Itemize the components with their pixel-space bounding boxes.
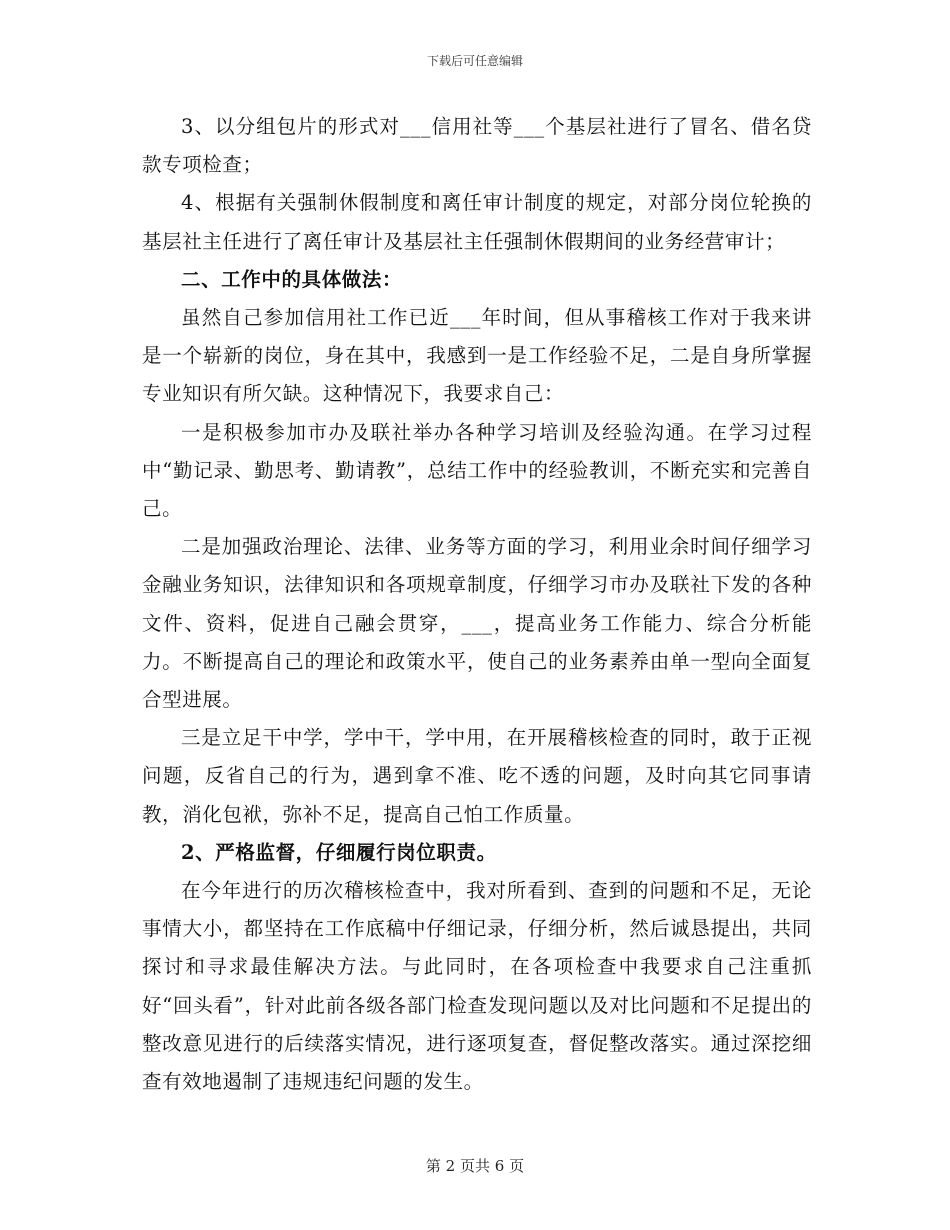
paragraph: 3、以分组包片的形式对___信用社等___个基层社进行了冒名、借名贷款专项检查；	[142, 115, 812, 177]
paragraph: 4、根据有关强制休假制度和离任审计制度的规定，对部分岗位轮换的基层社主任进行了离任审计及基层社主任强制休假期间的业务经营审计；	[142, 191, 812, 253]
section-heading: 2、严格监督，仔细履行岗位职责。	[181, 840, 497, 864]
paragraph: 一是积极参加市办及联社举办各种学习培训及经验沟通。在学习过程中“勤记录、勤思考、勤请教”，总结工作中的经验教训，不断充实和完善自己。	[142, 420, 812, 521]
document-body	[142, 108, 812, 1101]
paragraph: 在今年进行的历次稽核检查中，我对所看到、查到的问题和不足，无论事情大小，都坚持在工作底稿中仔细记录，仔细分析，然后诚恳提出，共同探讨和寻求最佳解决方法。与此同时，在各项检查中我要求自己注重抓好“回头看”，针对此前各级各部门检查发现问题以及对比问题和不足提出的整改意见进行的后续落实情况，进行逐项复查，督促整改落实。通过深挖细查有效地遏制了违规违纪问题的发生。	[142, 879, 812, 1094]
page-header: 下载后可任意编辑	[426, 54, 523, 68]
section-heading: 二、工作中的具体做法：	[181, 267, 403, 291]
paragraph: 二是加强政治理论、法律、业务等方面的学习，利用业余时间仔细学习金融业务知识，法律知识和各项规章制度，仔细学习市办及联社下发的各种文件、资料，促进自己融会贯穿，___，提高业务工作能力、综合分析能力。不断提高自己的理论和政策水平，使自己的业务素养由单一型向全面复合型进展。	[142, 535, 812, 712]
page-footer: 第 2 页共 6 页	[425, 1157, 525, 1175]
paragraph: 三是立足干中学，学中干，学中用，在开展稽核检查的同时，敢于正视问题，反省自己的行为，遇到拿不准、吃不透的问题，及时向其它同事请教，消化包袱，弥补不足，提高自己怕工作质量。	[142, 726, 812, 826]
paragraph: 虽然自己参加信用社工作已近___年时间，但从事稽核工作对于我来讲是一个崭新的岗位，身在其中，我感到一是工作经验不足，二是自身所掌握专业知识有所欠缺。这种情况下，我要求自己：	[142, 306, 812, 406]
